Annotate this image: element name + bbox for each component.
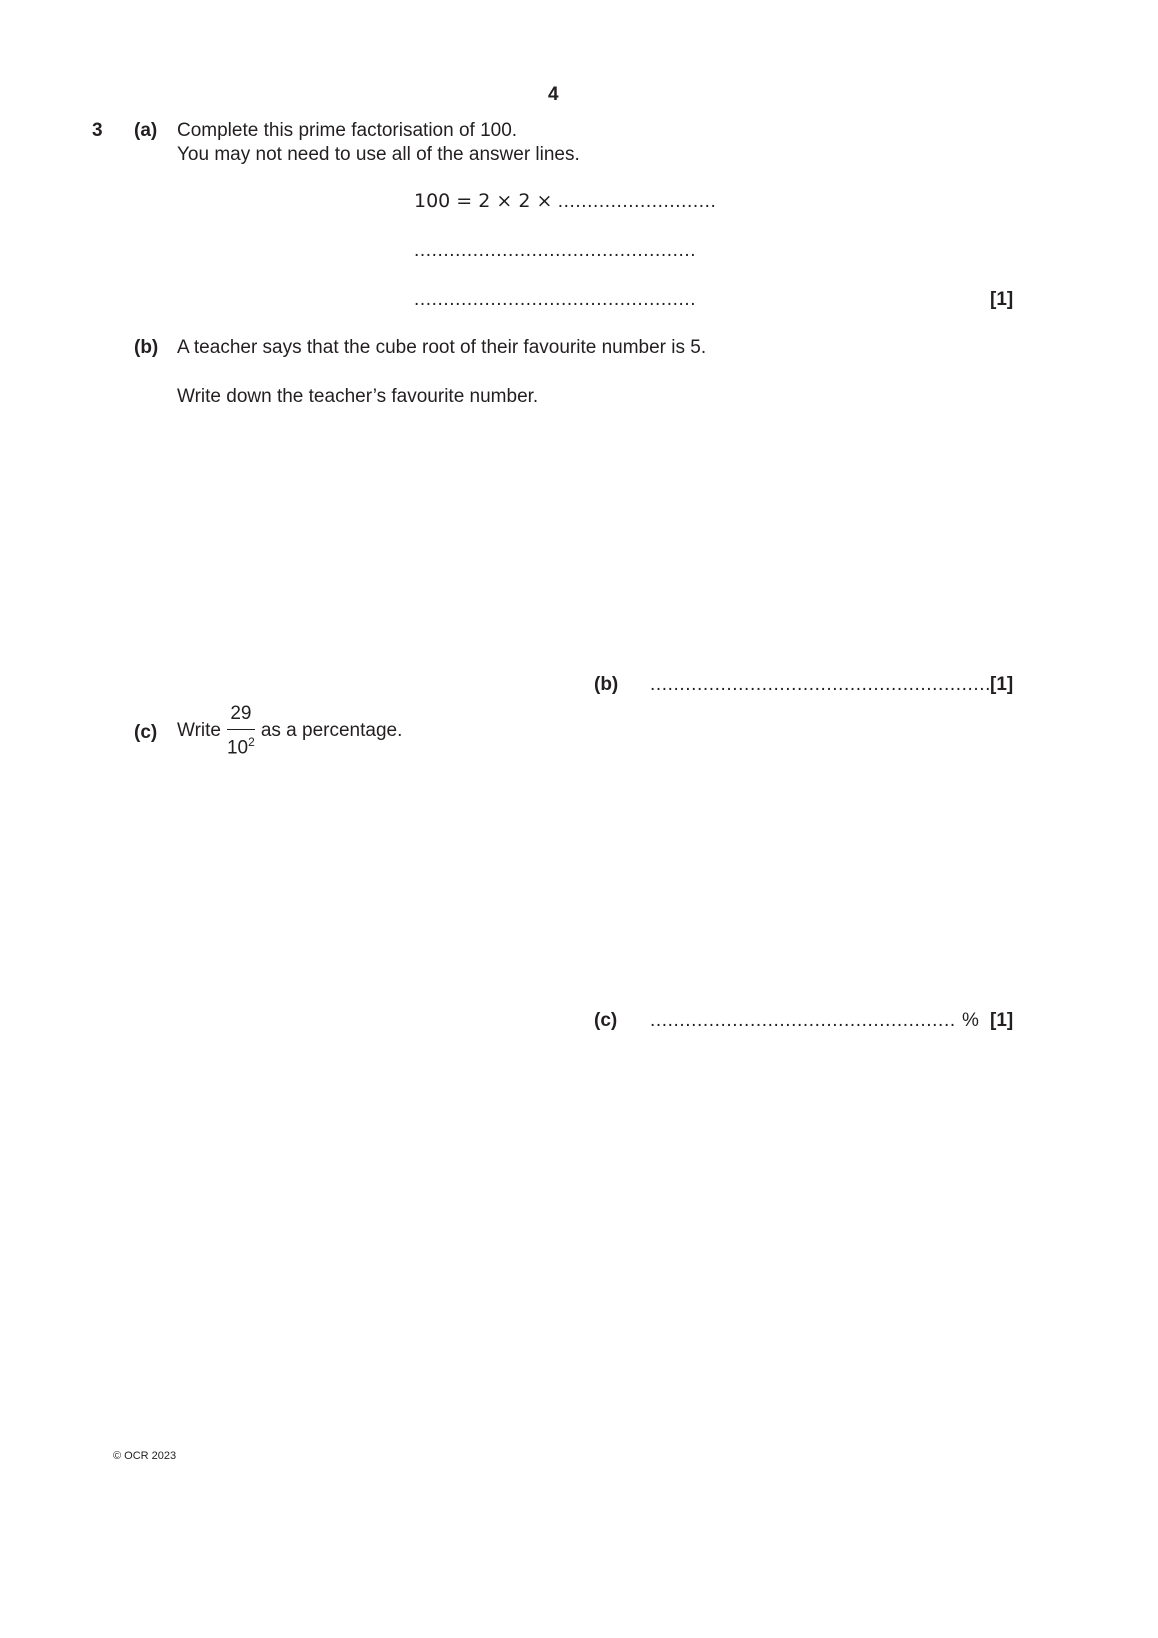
denominator-exponent: 2 [248, 734, 255, 749]
denominator-base: 10 [226, 737, 249, 759]
denominator [227, 730, 255, 759]
part-c-question [177, 704, 402, 759]
part-c-answer-label: (c) [594, 1010, 618, 1031]
part-c-write: Write [177, 720, 221, 742]
part-c-marks: [1] [990, 1010, 1014, 1031]
copyright-footer: © OCR 2023 [113, 1450, 177, 1462]
part-c-rest: as a percentage. [260, 720, 403, 742]
part-a-text-2: You may not need to use all of the answer lines. [177, 144, 580, 165]
numerator: 29 [227, 704, 255, 730]
part-c-label: (c) [134, 722, 158, 743]
fraction [227, 704, 255, 759]
part-b-label: (b) [134, 337, 159, 358]
equation-prefix: 100 = 2 × 2 × [414, 190, 553, 212]
part-b-answer-line[interactable]: .......................................................... [650, 674, 991, 695]
part-b-text-1: A teacher says that the cube root of their favourite number is 5. [177, 337, 707, 358]
answer-dots: ........................... [557, 191, 717, 212]
part-a-label: (a) [134, 120, 158, 141]
part-a-answer-line-2[interactable]: ................................................ [414, 240, 697, 261]
part-b-text-2: Write down the teacher’s favourite number. [177, 386, 539, 407]
part-a-answer-line-3[interactable]: ................................................ [414, 289, 697, 310]
page-number: 4 [548, 84, 559, 105]
part-b-marks: [1] [990, 674, 1014, 695]
part-c-unit: % [962, 1010, 979, 1031]
question-number: 3 [92, 120, 103, 141]
part-c-answer-line[interactable]: .................................................... [650, 1010, 956, 1031]
part-a-marks: [1] [990, 289, 1014, 310]
part-a-answer-line-1[interactable] [414, 192, 716, 211]
part-a-text-1: Complete this prime factorisation of 100. [177, 120, 518, 141]
part-b-answer-label: (b) [594, 674, 619, 695]
